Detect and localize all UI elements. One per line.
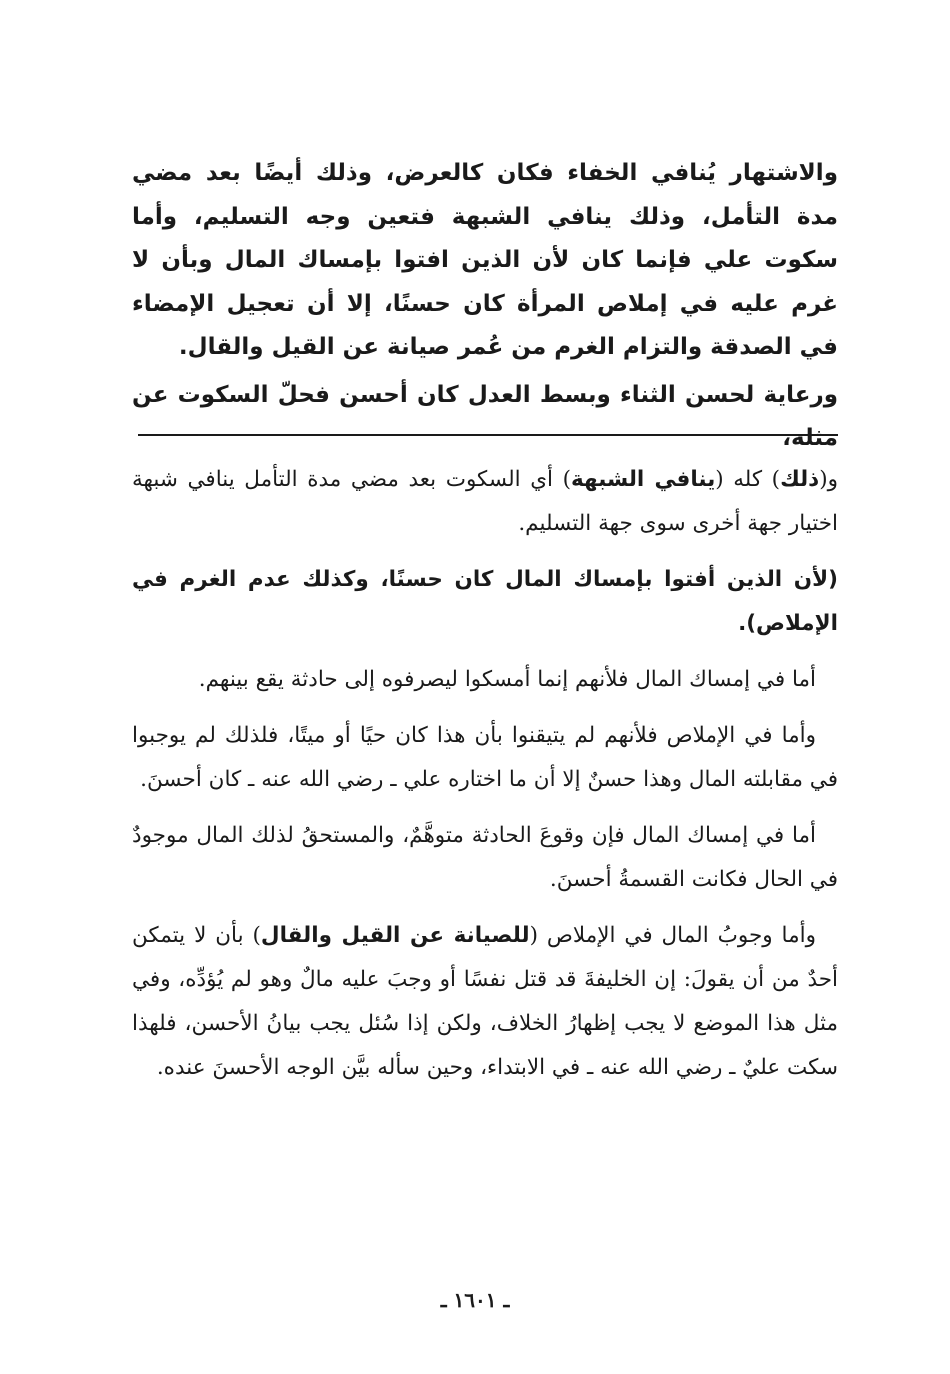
quoted-term: ذلك [780, 467, 820, 492]
quoted-term: للصيانة عن القيل والقال [260, 923, 530, 948]
commentary-paragraph-2 [132, 558, 838, 646]
main-text-block [132, 152, 838, 461]
commentary-text: وأما وجوبُ المال في الإملاص ( [529, 923, 816, 948]
footnote-separator [138, 434, 838, 436]
quoted-term: ينافي الشبهة [570, 467, 716, 492]
quoted-matn: (لأن الذين أفتوا بإمساك المال كان حسنًا، وكذلك عدم الغرم في الإملاص). [132, 567, 838, 636]
commentary-paragraph-5: أما في إمساك المال فإن وقوعَ الحادثة متوهَّمٌ، والمستحقُ لذلك المال موجودٌ في الحال فكانت القسمةُ أحسنَ. [132, 823, 838, 892]
commentary-text: ) أي السكوت بعد مضي مدة التأمل ينافي شبهة اختيار جهة أخرى سوى جهة التسليم. [132, 467, 838, 536]
main-paragraph-1: والاشتهار يُنافي الخفاء فكان كالعرض، وذلك أيضًا بعد مضي مدة التأمل، وذلك ينافي الشبهة فتعين وجه التسليم، وأما سكوت علي فإنما كان لأن الذين افتوا بإمساك المال وبأن لا غرم عليه في إملاص المرأة كان حسنًا، إلا أن تعجيل الإمضاء في الصدقة والتزام الغرم من عُمر صيانة عن القيل والقال. [132, 160, 838, 360]
commentary-paragraph-6 [132, 914, 838, 1090]
commentary-paragraph-1 [132, 458, 838, 546]
page-number: ـ ١٦٠١ ـ [440, 1288, 510, 1312]
commentary-text: ) بأن لا يتمكن أحدٌ من أن يقولَ: إن الخليفةَ قد قتل نفسًا أو وجبَ عليه مالٌ وهو لم يُؤدِّه، وفي مثل هذا الموضع لا يجب إظهارُ الخلاف، ولكن إذا سُئل يجب بيانُ الأحسن، فلهذا سكت عليٌ ـ رضي الله عنه ـ في الابتداء، وحين سأله بيَّن الوجه الأحسنَ عنده. [132, 923, 838, 1080]
main-paragraph-2: ورعاية لحسن الثناء وبسط العدل كان أحسن فحلّ السكوت عن مثله، [132, 381, 838, 451]
commentary-text: ) كله ( [715, 467, 781, 492]
commentary-paragraph-4: وأما في الإملاص فلأنهم لم يتيقنوا بأن هذا كان حيًا أو ميتًا، فلذلك لم يوجبوا في مقابلته المال وهذا حسنٌ إلا أن ما اختاره علي ـ رضي الله عنه ـ كان أحسنَ. [132, 723, 838, 792]
commentary-text: و( [819, 467, 838, 492]
commentary-paragraph-3: أما في إمساك المال فلأنهم إنما أمسكوا ليصرفوه إلى حادثة يقع بينهم. [198, 667, 816, 692]
commentary-block [132, 458, 838, 1102]
